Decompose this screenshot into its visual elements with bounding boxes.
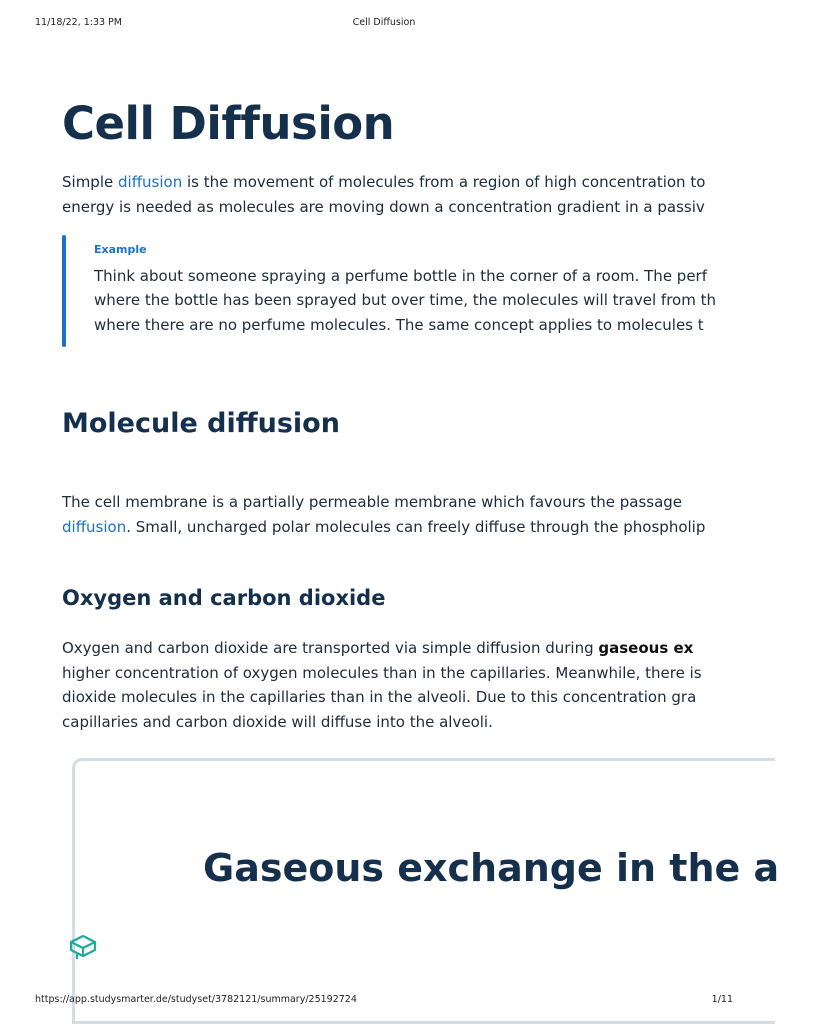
example-callout — [62, 235, 822, 347]
callout-accent-bar — [62, 235, 66, 347]
print-date: 11/18/22, 1:33 PM — [35, 17, 122, 28]
intro-line-1-post: is the movement of molecules from a region of high concentration to — [182, 173, 706, 191]
gas-line-4: capillaries and carbon dioxide will diffuse into the alveoli. — [62, 713, 493, 731]
section-title: Molecule diffusion — [62, 408, 340, 439]
gaseous-exchange-term: gaseous ex — [598, 639, 694, 657]
membrane-line-2-post: . Small, uncharged polar molecules can freely diffuse through the phospholip — [126, 518, 706, 536]
print-title: Cell Diffusion — [352, 17, 416, 28]
subsection-title: Oxygen and carbon dioxide — [62, 586, 386, 610]
example-line: Think about someone spraying a perfume bottle in the corner of a room. The perf — [94, 267, 708, 285]
article — [62, 0, 780, 990]
intro-line-1-pre: Simple — [62, 173, 118, 191]
diffusion-link[interactable]: diffusion — [118, 173, 183, 191]
print-footer — [35, 994, 733, 1008]
diffusion-link[interactable]: diffusion — [62, 518, 127, 536]
gas-line-1-pre: Oxygen and carbon dioxide are transported via simple diffusion during — [62, 639, 599, 657]
figure-title: Gaseous exchange in the a — [203, 846, 780, 890]
example-line: where the bottle has been sprayed but over time, the molecules will travel from th — [94, 291, 716, 309]
gas-line-1 — [62, 636, 693, 661]
intro-line-1 — [62, 170, 705, 195]
membrane-line-1: The cell membrane is a partially permeable membrane which favours the passage — [62, 493, 683, 511]
page-number: 1/11 — [711, 994, 733, 1005]
gas-line-3: dioxide molecules in the capillaries than in the alveoli. Due to this concentration gra — [62, 688, 697, 706]
print-url: https://app.studysmarter.de/studyset/3782121/summary/25192724 — [35, 994, 357, 1005]
intro-line-2: energy is needed as molecules are moving down a concentration gradient in a passiv — [62, 198, 705, 216]
example-label: Example — [94, 243, 147, 256]
gas-line-2: higher concentration of oxygen molecules than in the capillaries. Meanwhile, there is — [62, 664, 702, 682]
membrane-line-2 — [62, 515, 705, 540]
page-title: Cell Diffusion — [62, 97, 395, 150]
figure-card — [72, 758, 780, 1024]
example-line: where there are no perfume molecules. The same concept applies to molecules t — [94, 316, 704, 334]
studysmarter-logo-icon — [67, 933, 99, 961]
